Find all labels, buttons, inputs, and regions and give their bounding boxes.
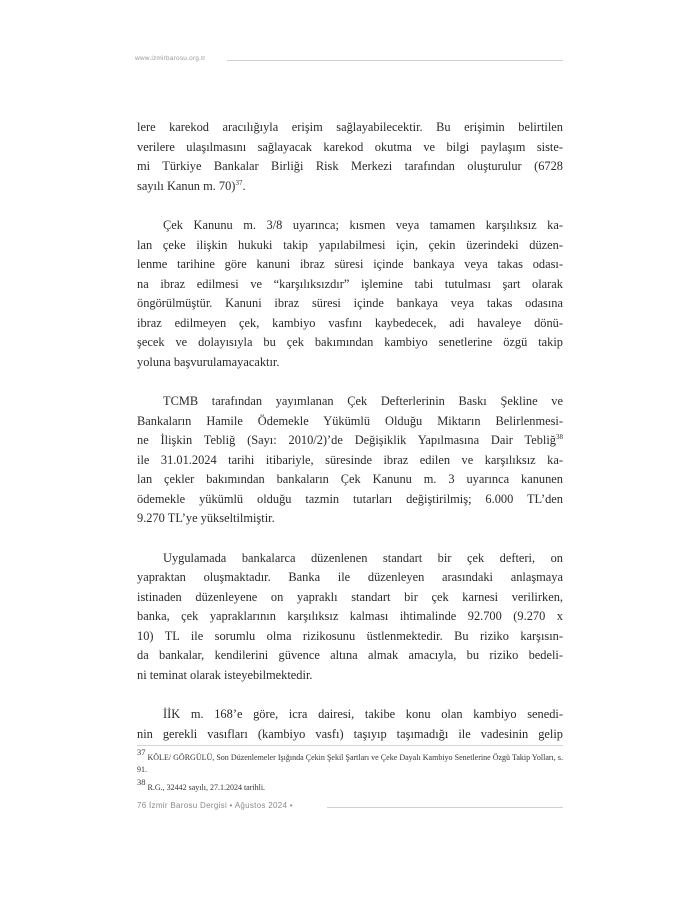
footnote-ref: 37: [235, 178, 243, 187]
paragraph: [137, 549, 563, 686]
text-line: ile 31.01.2024 tarihi itibariyle, süresinde ibraz edilen ve karşılıksız ka-: [137, 452, 563, 467]
footnote-divider: [137, 745, 563, 746]
footnote: [137, 747, 563, 776]
footnote: [137, 777, 563, 794]
paragraph: [137, 118, 563, 196]
text-line: Uygulamada bankalarca düzenlenen standart bir çek defteri, on: [163, 550, 563, 565]
text-line: TCMB tarafından yayımlanan Çek Defterlerinin Baskı Şekline ve: [163, 394, 563, 408]
page-header: [135, 55, 563, 65]
text-line: İİK m. 168’e göre, icra dairesi, takibe konu olan kambiyo senedi-: [163, 707, 563, 721]
paragraph: [137, 392, 563, 529]
text-line: verilere ulaşılmasını sağlayacak karekod okutma ve bilgi paylaşım siste-: [137, 139, 563, 154]
text-line: öngörülmüştür. Kanuni ibraz süresi içinde bankaya veya takas odasına: [137, 296, 563, 310]
footer-divider: [327, 807, 563, 808]
text-line: lere karekod aracılığıyla erişim sağlayabilecektir. Bu erişimin belirtilen: [137, 120, 563, 134]
text-line: da bankalar, kendilerini güvence altına almak amacıyla, bu riziko bedeli-: [137, 648, 563, 662]
paragraph: [137, 705, 563, 744]
text-line: lan çekler bakımından bankaların Çek Kanunu m. 3 uyarınca kanunen: [137, 472, 563, 486]
footnotes: [137, 747, 563, 800]
text-line: lenme tarihine göre kanuni ibraz süresi içinde bankaya veya takas odası-: [137, 257, 563, 271]
footnote-number: 38: [137, 777, 146, 787]
text-line: ibraz edilmeyen çek, kambiyo vasfını kaybedecek, adi havaleye dönü-: [137, 315, 563, 330]
header-divider: [227, 60, 563, 61]
page-footer: [137, 801, 563, 813]
text-line: Çek Kanunu m. 3/8 uyarınca; kısmen veya tamamen karşılıksız ka-: [163, 218, 563, 232]
footnote-text: R.G., 32442 sayılı, 27.1.2024 tarihli.: [147, 783, 266, 792]
text-line: şecek ve dolayısıyla bu çek bakımından kambiyo senetlerine özgü takip: [137, 335, 563, 349]
text-line: istinaden düzenleyene on yapraklı standart bir çek karnesi verilirken,: [137, 589, 563, 604]
text-line: sayılı Kanun m. 70)$^{37}$.: [137, 178, 246, 193]
text-line: ne İlişkin Tebliğ (Sayı: 2010/2)’de Değişiklik Yapılmasına Dair Tebliğ$^{38}$: [137, 433, 563, 447]
text-line: 9.270 TL’ye yükseltilmiştir.: [137, 511, 275, 525]
footnote-ref: 38: [556, 433, 563, 441]
text-line: mi Türkiye Bankalar Birliği Risk Merkezi tarafından oluşturulur (6728: [137, 159, 563, 173]
text-line: ni teminat olarak isteyebilmektedir.: [137, 667, 313, 682]
footer-text: 76 İzmir Barosu Dergisi • Ağustos 2024 •: [137, 801, 293, 810]
text-line: na ibraz edilmesi ve “karşılıksızdır” işlemine tabi tutulması şart olarak: [137, 276, 563, 291]
text-line: yapraktan oluşmaktadır. Banka ile düzenleyen arasındaki anlaşmaya: [137, 570, 563, 584]
text-line: yoluna başvurulamayacaktır.: [137, 354, 280, 369]
footnote-number: 37: [137, 747, 146, 757]
paragraph: [137, 216, 563, 372]
header-url: www.izmirbarosu.org.tr: [135, 55, 206, 62]
text-line: nin gerekli vasıfları (kambiyo vasfı) taşıyıp taşımadığı ile vadesinin gelip: [137, 726, 563, 741]
text-line: lan çeke ilişkin hukuki takip yapılabilmesi için, çekin üzerindeki düzen-: [137, 237, 563, 252]
text-line: Bankaların Hamile Ödemekle Yükümlü Olduğu Miktarın Belirlenmesi-: [137, 413, 563, 428]
text-line: 10) TL ile sorumlu olma rizikosunu üstlenmektedir. Bu riziko karşısın-: [137, 628, 563, 643]
footnote-text: KÖLE/ GÖRGÜLÜ, Son Düzenlemeler Işığında Çekin Şekil Şartları ve Çeke Dayalı Kambiyo Senetlerine Özgü Takip Yolları, s. 91.: [137, 753, 563, 774]
text-line: banka, çek yapraklarının karşılıksız kalması ihtimalinde 92.700 (9.270 x: [137, 609, 563, 623]
text-line: ödemekle yükümlü olduğu tazmin tutarları değiştirilmiş; 6.000 TL’den: [137, 491, 563, 506]
article-body: [137, 118, 563, 764]
